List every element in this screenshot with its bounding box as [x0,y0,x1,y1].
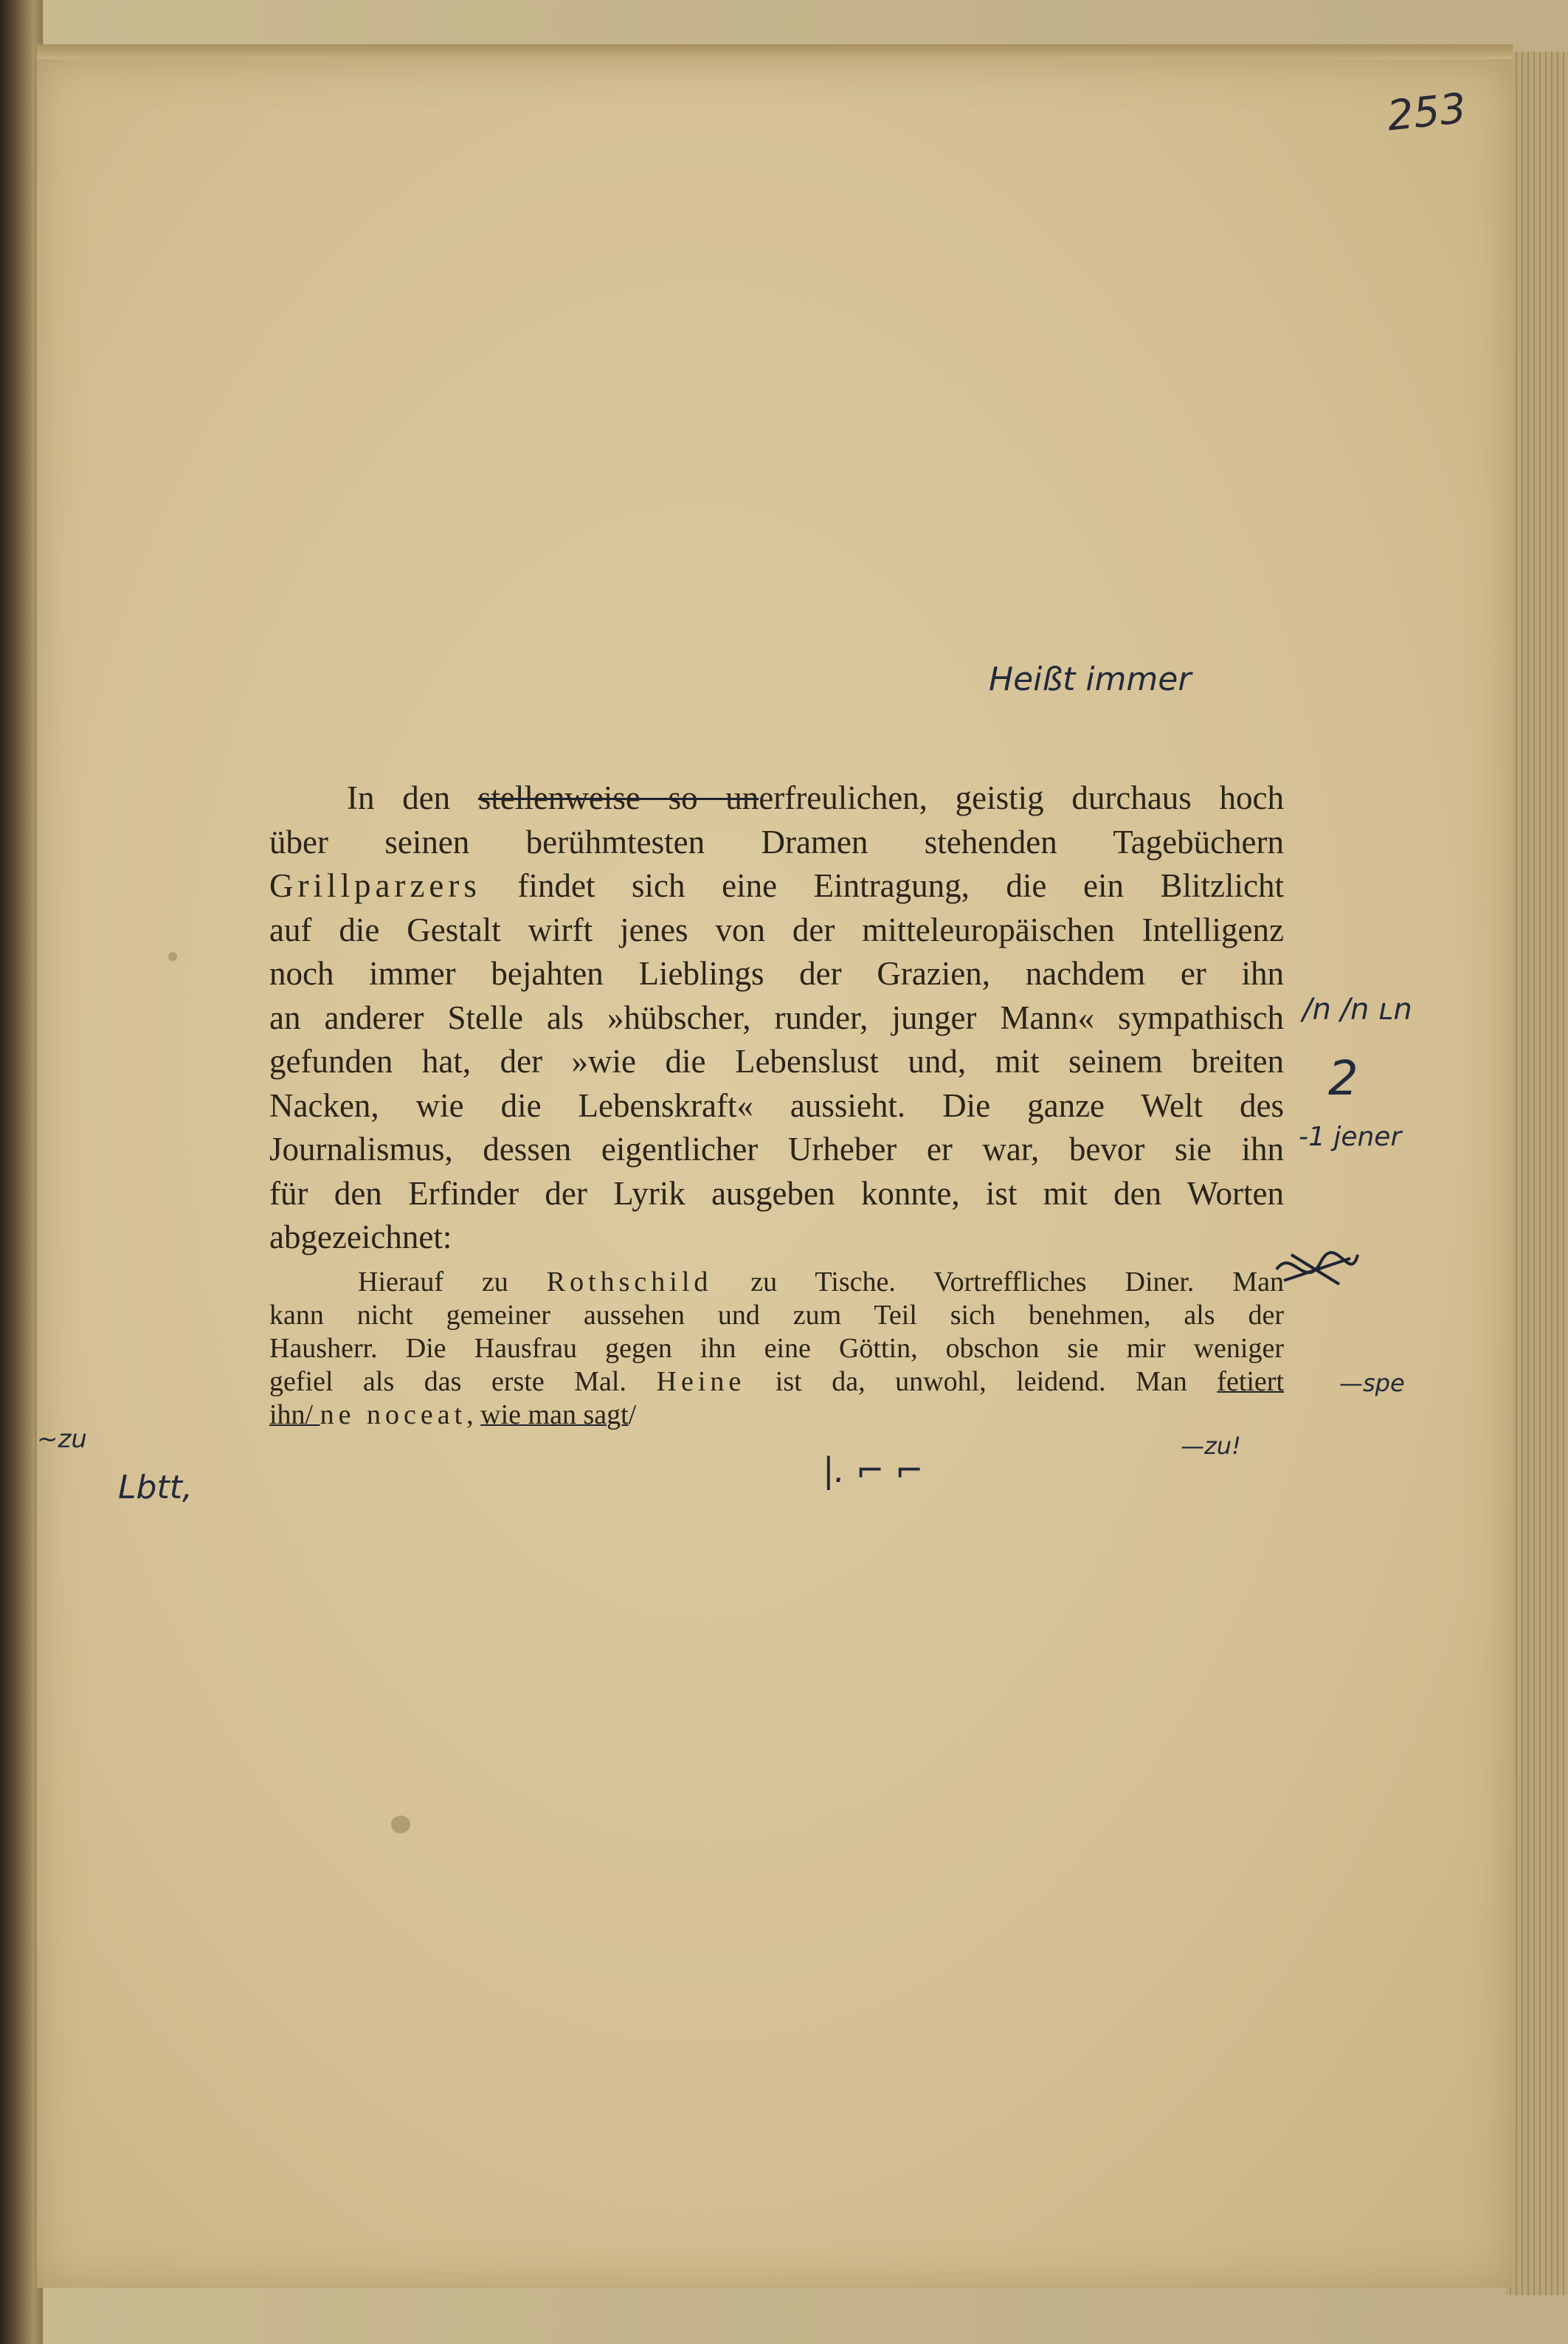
margin-note: ~zu [37,1424,87,1454]
margin-note: —spe [1339,1369,1405,1397]
quotation-block [269,1266,1284,1432]
spaced-name: Grillparzers [269,867,481,904]
text-line [269,864,1284,909]
margin-note: —zu! [1181,1432,1241,1460]
main-paragraph [269,776,1284,1260]
text-span: zu Tische. Vortreffliches Diner. Man [712,1266,1284,1297]
text-line: Nacken, wie die Lebenskraft« aussieht. Die ganze Welt des [269,1086,1284,1124]
spaced-name: Heine [656,1366,746,1397]
margin-note: -1 jener [1299,1122,1402,1152]
text-span: findet sich eine Eintragung, die ein Blitzlicht [480,867,1284,904]
text-span: Hierauf zu [358,1266,547,1297]
paper-stain [168,952,177,961]
text-line: abgezeichnet: [269,1218,452,1255]
paper-stain [391,1816,410,1833]
text-line: an anderer Stelle als »hübscher, runder, junger Mann« sympathisch [269,999,1284,1036]
text-line: Journalismus, dessen eigentlicher Urheber er war, bevor sie ihn [269,1131,1284,1168]
quote-line [269,1365,1284,1399]
text-line: für den Erfinder der Lyrik ausgeben konnte, ist mit den Worten [269,1174,1284,1212]
spaced-latin: ne noceat [320,1399,467,1430]
text-span: erfreulichen, geistig durchaus hoch [759,779,1285,816]
text-span: , [466,1399,481,1430]
quote-line: kann nicht gemeiner aussehen und zum Teil sich benehmen, als der [269,1300,1284,1331]
quote-line: Hausherr. Die Hausfrau gegen ihn eine Göttin, obschon sie mir weniger [269,1333,1284,1364]
text-line: auf die Gestalt wirft jenes von der mitteleuropäischen Intelligenz [269,911,1284,948]
scribble-mark [1269,1240,1365,1299]
underlined-text: ihn/ [269,1399,320,1430]
underlined-text: wie man sagt [480,1399,629,1430]
text-line [269,776,1284,821]
struck-text: stellenweise so un [477,779,759,816]
quote-line [269,1399,1284,1432]
margin-note: |. ⌐ ⌐ [823,1450,924,1490]
margin-note: /n /n ʟn [1302,993,1412,1027]
page-number: 253 [1384,84,1468,141]
text-line: gefunden hat, der »wie die Lebenslust und, mit seinem breiten [269,1043,1284,1080]
text-span: gefiel als das erste Mal. [269,1366,657,1397]
quote-line [269,1266,1284,1299]
text-span: In den [347,779,478,816]
handwritten-note-top: Heißt immer [989,661,1192,698]
text-line: über seinen berühmtesten Dramen stehenden Tagebüchern [269,823,1284,861]
margin-note: Lbtt, [118,1469,193,1506]
underlined-text: fetiert [1217,1366,1285,1397]
spaced-name: Rothschild [546,1266,713,1297]
text-span: ist da, unwohl, leidend. Man [745,1366,1218,1397]
text-span: / [628,1399,637,1430]
page-stack-edges [1505,52,1568,2295]
margin-note: 2 [1328,1052,1358,1106]
text-line: noch immer bejahten Lieblings der Grazien, nachdem er ihn [269,955,1284,992]
